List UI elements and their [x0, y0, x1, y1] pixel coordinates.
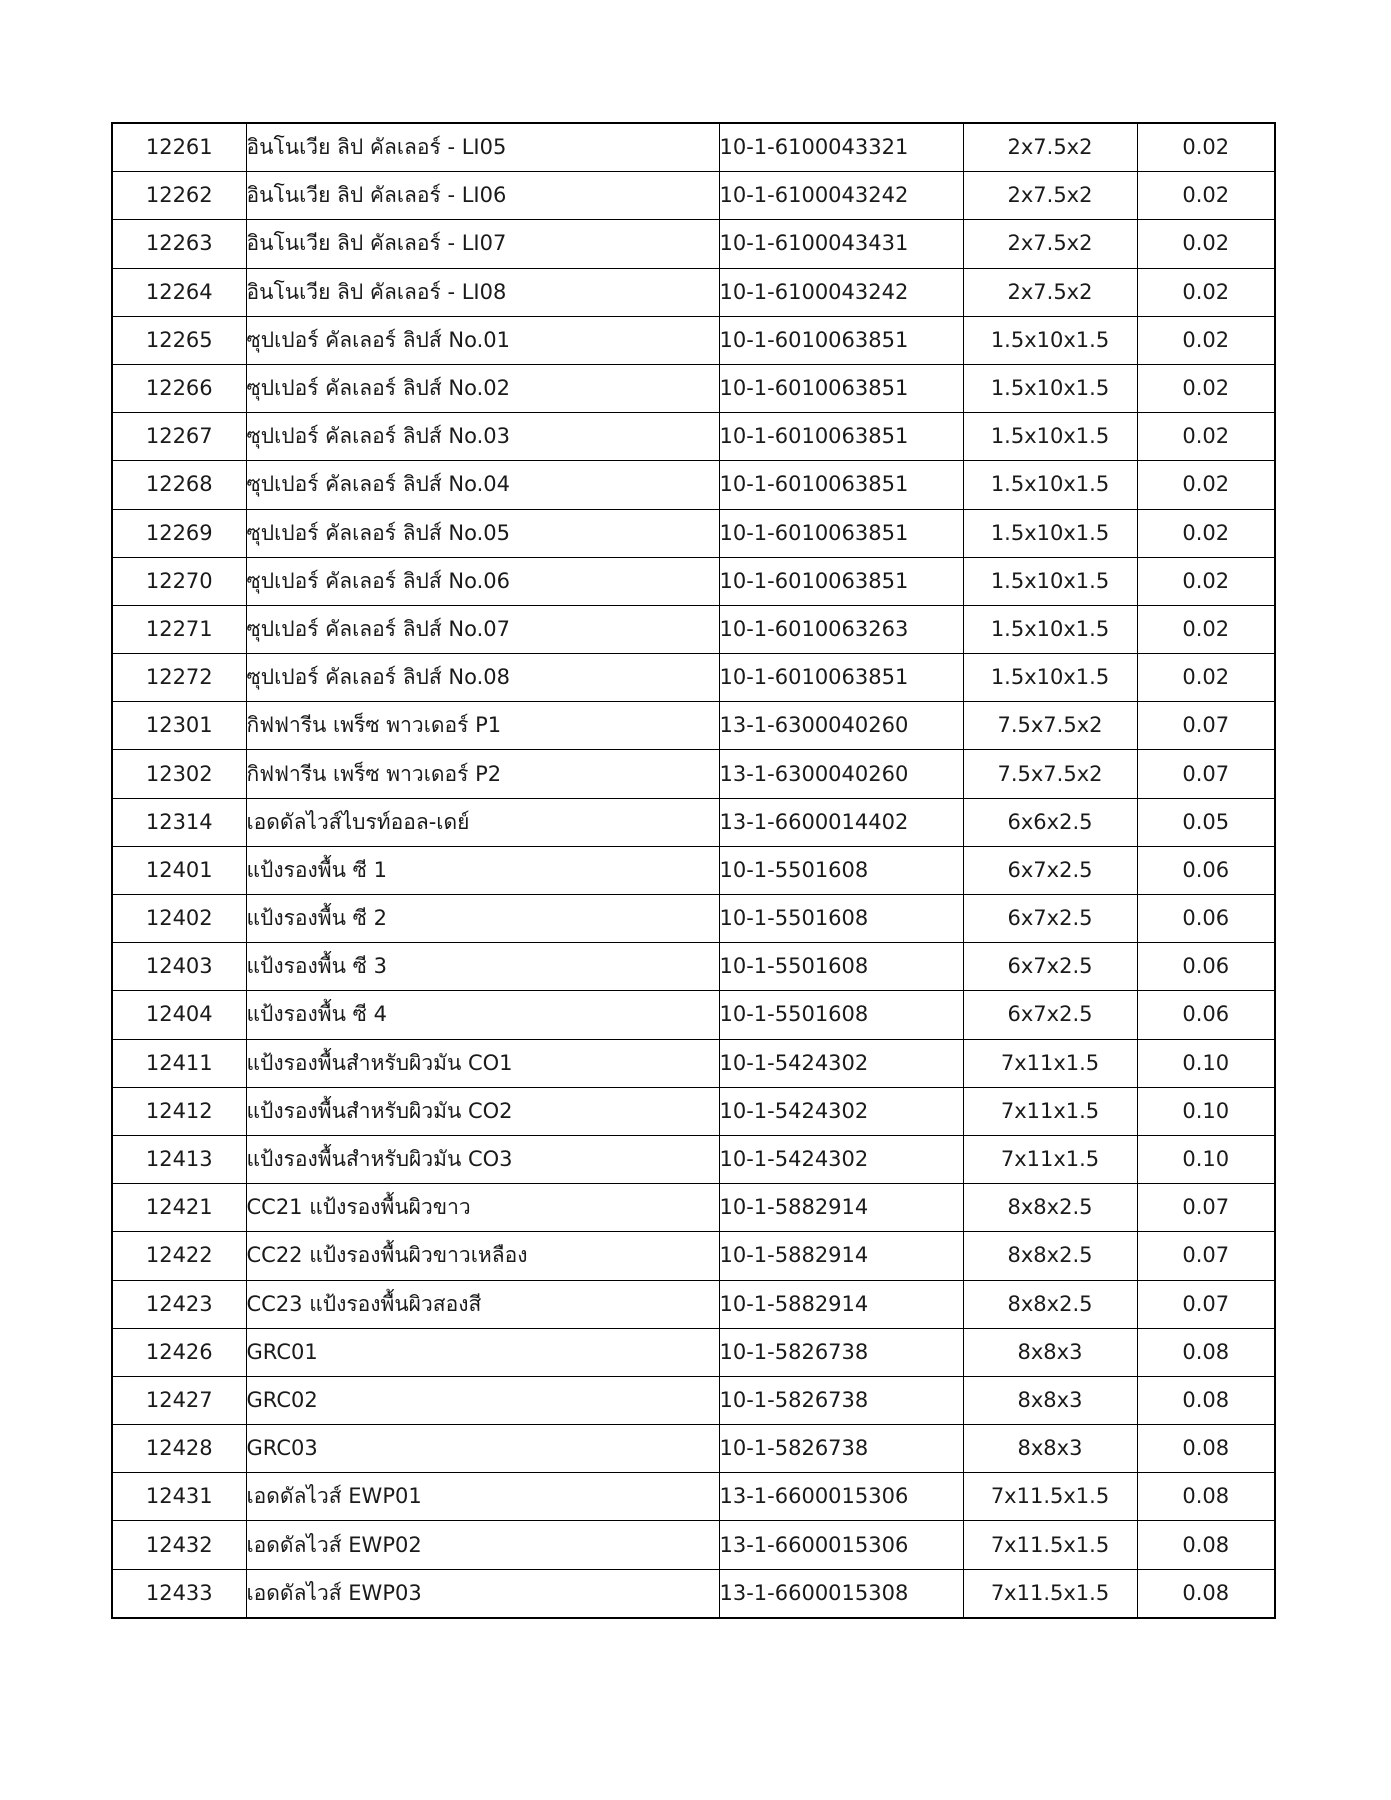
dimensions-cell: 6x7x2.5: [963, 846, 1137, 894]
product-name-cell: ซุปเปอร์ คัลเลอร์ ลิปส์ No.04: [246, 461, 719, 509]
product-code-cell: 10-1-5501608: [719, 991, 963, 1039]
product-id-cell: 12427: [112, 1376, 246, 1424]
product-code-cell: 10-1-5501608: [719, 846, 963, 894]
product-id-cell: 12314: [112, 798, 246, 846]
product-id-cell: 12431: [112, 1473, 246, 1521]
table-row: [112, 220, 1275, 268]
product-code-cell: 10-1-5826738: [719, 1425, 963, 1473]
dimensions-cell: 8x8x3: [963, 1425, 1137, 1473]
product-name-cell: อินโนเวีย ลิป คัลเลอร์ - LI08: [246, 268, 719, 316]
product-id-cell: 12266: [112, 364, 246, 412]
dimensions-cell: 1.5x10x1.5: [963, 461, 1137, 509]
product-name-cell: GRC03: [246, 1425, 719, 1473]
weight-cell: 0.06: [1137, 991, 1275, 1039]
weight-cell: 0.06: [1137, 846, 1275, 894]
dimensions-cell: 7x11.5x1.5: [963, 1521, 1137, 1569]
dimensions-cell: 2x7.5x2: [963, 268, 1137, 316]
product-name-cell: แป้งรองพื้นสำหรับผิวมัน CO1: [246, 1039, 719, 1087]
product-code-cell: 13-1-6600015306: [719, 1473, 963, 1521]
product-name-cell: CC21 แป้งรองพื้นผิวขาว: [246, 1184, 719, 1232]
table-row: [112, 991, 1275, 1039]
table-row: [112, 316, 1275, 364]
product-name-cell: ซุปเปอร์ คัลเลอร์ ลิปส์ No.06: [246, 557, 719, 605]
product-id-cell: 12265: [112, 316, 246, 364]
product-id-cell: 12270: [112, 557, 246, 605]
product-name-cell: CC23 แป้งรองพื้นผิวสองสี: [246, 1280, 719, 1328]
product-name-cell: ซุปเปอร์ คัลเลอร์ ลิปส์ No.03: [246, 413, 719, 461]
dimensions-cell: 8x8x2.5: [963, 1232, 1137, 1280]
table-row: [112, 1328, 1275, 1376]
product-name-cell: แป้งรองพื้นสำหรับผิวมัน CO3: [246, 1135, 719, 1183]
table-row: [112, 509, 1275, 557]
dimensions-cell: 1.5x10x1.5: [963, 509, 1137, 557]
weight-cell: 0.02: [1137, 268, 1275, 316]
table-row: [112, 268, 1275, 316]
product-name-cell: CC22 แป้งรองพื้นผิวขาวเหลือง: [246, 1232, 719, 1280]
table-row: [112, 846, 1275, 894]
product-id-cell: 12269: [112, 509, 246, 557]
table-row: [112, 1376, 1275, 1424]
table-row: [112, 123, 1275, 172]
product-name-cell: กิฟฟารีน เพร็ซ พาวเดอร์ P2: [246, 750, 719, 798]
table-row: [112, 461, 1275, 509]
product-code-cell: 10-1-5882914: [719, 1184, 963, 1232]
product-id-cell: 12404: [112, 991, 246, 1039]
table-row: [112, 1184, 1275, 1232]
weight-cell: 0.02: [1137, 172, 1275, 220]
product-code-cell: 10-1-6100043242: [719, 172, 963, 220]
product-code-cell: 10-1-5501608: [719, 943, 963, 991]
product-code-cell: 10-1-6100043431: [719, 220, 963, 268]
weight-cell: 0.08: [1137, 1521, 1275, 1569]
weight-cell: 0.10: [1137, 1087, 1275, 1135]
table-row: [112, 172, 1275, 220]
product-name-cell: แป้งรองพื้น ซี 3: [246, 943, 719, 991]
product-code-cell: 10-1-5424302: [719, 1039, 963, 1087]
weight-cell: 0.08: [1137, 1473, 1275, 1521]
table-row: [112, 1232, 1275, 1280]
table-row: [112, 1425, 1275, 1473]
table-row: [112, 654, 1275, 702]
dimensions-cell: 8x8x2.5: [963, 1280, 1137, 1328]
dimensions-cell: 2x7.5x2: [963, 123, 1137, 172]
dimensions-cell: 7x11.5x1.5: [963, 1569, 1137, 1618]
product-code-cell: 10-1-6010063851: [719, 364, 963, 412]
product-code-cell: 10-1-6010063851: [719, 413, 963, 461]
product-name-cell: เอดดัลไวส์ EWP03: [246, 1569, 719, 1618]
product-id-cell: 12428: [112, 1425, 246, 1473]
table-row: [112, 557, 1275, 605]
weight-cell: 0.02: [1137, 557, 1275, 605]
product-code-cell: 10-1-6010063851: [719, 654, 963, 702]
product-name-cell: กิฟฟารีน เพร็ซ พาวเดอร์ P1: [246, 702, 719, 750]
product-code-cell: 10-1-5501608: [719, 895, 963, 943]
product-id-cell: 12412: [112, 1087, 246, 1135]
weight-cell: 0.02: [1137, 461, 1275, 509]
product-name-cell: ซุปเปอร์ คัลเลอร์ ลิปส์ No.08: [246, 654, 719, 702]
product-id-cell: 12272: [112, 654, 246, 702]
product-id-cell: 12262: [112, 172, 246, 220]
dimensions-cell: 6x7x2.5: [963, 895, 1137, 943]
weight-cell: 0.06: [1137, 895, 1275, 943]
product-id-cell: 12401: [112, 846, 246, 894]
weight-cell: 0.07: [1137, 1280, 1275, 1328]
product-code-cell: 10-1-5424302: [719, 1135, 963, 1183]
table-row: [112, 605, 1275, 653]
weight-cell: 0.02: [1137, 123, 1275, 172]
product-id-cell: 12422: [112, 1232, 246, 1280]
product-code-cell: 10-1-6010063851: [719, 461, 963, 509]
product-id-cell: 12264: [112, 268, 246, 316]
product-name-cell: เอดดัลไวส์ไบรท์ออล-เดย์: [246, 798, 719, 846]
product-id-cell: 12271: [112, 605, 246, 653]
weight-cell: 0.02: [1137, 220, 1275, 268]
dimensions-cell: 2x7.5x2: [963, 220, 1137, 268]
product-id-cell: 12423: [112, 1280, 246, 1328]
product-id-cell: 12261: [112, 123, 246, 172]
table-row: [112, 702, 1275, 750]
product-code-cell: 10-1-5882914: [719, 1232, 963, 1280]
product-name-cell: อินโนเวีย ลิป คัลเลอร์ - LI07: [246, 220, 719, 268]
product-code-cell: 13-1-6600015306: [719, 1521, 963, 1569]
weight-cell: 0.02: [1137, 654, 1275, 702]
weight-cell: 0.02: [1137, 605, 1275, 653]
product-name-cell: ซุปเปอร์ คัลเลอร์ ลิปส์ No.05: [246, 509, 719, 557]
product-code-cell: 10-1-5826738: [719, 1376, 963, 1424]
table-row: [112, 798, 1275, 846]
table-row: [112, 943, 1275, 991]
table-row: [112, 750, 1275, 798]
table-row: [112, 1280, 1275, 1328]
product-code-cell: 10-1-6010063851: [719, 509, 963, 557]
weight-cell: 0.08: [1137, 1425, 1275, 1473]
product-id-cell: 12413: [112, 1135, 246, 1183]
dimensions-cell: 8x8x3: [963, 1328, 1137, 1376]
product-name-cell: อินโนเวีย ลิป คัลเลอร์ - LI06: [246, 172, 719, 220]
product-id-cell: 12421: [112, 1184, 246, 1232]
dimensions-cell: 6x7x2.5: [963, 943, 1137, 991]
dimensions-cell: 7.5x7.5x2: [963, 750, 1137, 798]
product-id-cell: 12403: [112, 943, 246, 991]
weight-cell: 0.07: [1137, 1232, 1275, 1280]
dimensions-cell: 1.5x10x1.5: [963, 316, 1137, 364]
weight-cell: 0.10: [1137, 1135, 1275, 1183]
weight-cell: 0.07: [1137, 702, 1275, 750]
weight-cell: 0.06: [1137, 943, 1275, 991]
product-table: [111, 122, 1276, 1619]
weight-cell: 0.07: [1137, 1184, 1275, 1232]
product-code-cell: 10-1-6010063851: [719, 316, 963, 364]
product-code-cell: 10-1-6100043321: [719, 123, 963, 172]
dimensions-cell: 7.5x7.5x2: [963, 702, 1137, 750]
weight-cell: 0.10: [1137, 1039, 1275, 1087]
product-name-cell: ซุปเปอร์ คัลเลอร์ ลิปส์ No.01: [246, 316, 719, 364]
product-code-cell: 13-1-6600015308: [719, 1569, 963, 1618]
dimensions-cell: 8x8x2.5: [963, 1184, 1137, 1232]
table-row: [112, 895, 1275, 943]
product-id-cell: 12267: [112, 413, 246, 461]
product-code-cell: 13-1-6300040260: [719, 750, 963, 798]
dimensions-cell: 6x7x2.5: [963, 991, 1137, 1039]
dimensions-cell: 7x11x1.5: [963, 1135, 1137, 1183]
product-name-cell: ซุปเปอร์ คัลเลอร์ ลิปส์ No.07: [246, 605, 719, 653]
weight-cell: 0.02: [1137, 509, 1275, 557]
product-name-cell: เอดดัลไวส์ EWP02: [246, 1521, 719, 1569]
product-name-cell: เอดดัลไวส์ EWP01: [246, 1473, 719, 1521]
product-name-cell: GRC01: [246, 1328, 719, 1376]
product-name-cell: อินโนเวีย ลิป คัลเลอร์ - LI05: [246, 123, 719, 172]
table-row: [112, 1135, 1275, 1183]
table-row: [112, 1039, 1275, 1087]
dimensions-cell: 1.5x10x1.5: [963, 413, 1137, 461]
product-code-cell: 10-1-6010063851: [719, 557, 963, 605]
table-row: [112, 364, 1275, 412]
product-code-cell: 13-1-6600014402: [719, 798, 963, 846]
table-row: [112, 1569, 1275, 1618]
product-code-cell: 10-1-6100043242: [719, 268, 963, 316]
weight-cell: 0.05: [1137, 798, 1275, 846]
product-id-cell: 12432: [112, 1521, 246, 1569]
product-id-cell: 12402: [112, 895, 246, 943]
dimensions-cell: 1.5x10x1.5: [963, 364, 1137, 412]
dimensions-cell: 7x11x1.5: [963, 1087, 1137, 1135]
table-row: [112, 1473, 1275, 1521]
weight-cell: 0.08: [1137, 1328, 1275, 1376]
product-name-cell: แป้งรองพื้น ซี 2: [246, 895, 719, 943]
product-name-cell: GRC02: [246, 1376, 719, 1424]
product-code-cell: 10-1-5424302: [719, 1087, 963, 1135]
weight-cell: 0.08: [1137, 1569, 1275, 1618]
table-row: [112, 1521, 1275, 1569]
product-id-cell: 12433: [112, 1569, 246, 1618]
product-code-cell: 13-1-6300040260: [719, 702, 963, 750]
dimensions-cell: 7x11.5x1.5: [963, 1473, 1137, 1521]
product-id-cell: 12263: [112, 220, 246, 268]
product-name-cell: ซุปเปอร์ คัลเลอร์ ลิปส์ No.02: [246, 364, 719, 412]
dimensions-cell: 7x11x1.5: [963, 1039, 1137, 1087]
dimensions-cell: 1.5x10x1.5: [963, 557, 1137, 605]
dimensions-cell: 2x7.5x2: [963, 172, 1137, 220]
weight-cell: 0.02: [1137, 364, 1275, 412]
product-name-cell: แป้งรองพื้น ซี 4: [246, 991, 719, 1039]
product-id-cell: 12426: [112, 1328, 246, 1376]
dimensions-cell: 6x6x2.5: [963, 798, 1137, 846]
product-code-cell: 10-1-5826738: [719, 1328, 963, 1376]
product-name-cell: แป้งรองพื้น ซี 1: [246, 846, 719, 894]
weight-cell: 0.02: [1137, 413, 1275, 461]
product-code-cell: 10-1-5882914: [719, 1280, 963, 1328]
dimensions-cell: 1.5x10x1.5: [963, 654, 1137, 702]
table-row: [112, 1087, 1275, 1135]
dimensions-cell: 8x8x3: [963, 1376, 1137, 1424]
product-id-cell: 12411: [112, 1039, 246, 1087]
weight-cell: 0.02: [1137, 316, 1275, 364]
product-code-cell: 10-1-6010063263: [719, 605, 963, 653]
product-id-cell: 12268: [112, 461, 246, 509]
dimensions-cell: 1.5x10x1.5: [963, 605, 1137, 653]
product-id-cell: 12301: [112, 702, 246, 750]
table-row: [112, 413, 1275, 461]
product-id-cell: 12302: [112, 750, 246, 798]
weight-cell: 0.07: [1137, 750, 1275, 798]
product-name-cell: แป้งรองพื้นสำหรับผิวมัน CO2: [246, 1087, 719, 1135]
table-body: [112, 123, 1275, 1618]
weight-cell: 0.08: [1137, 1376, 1275, 1424]
